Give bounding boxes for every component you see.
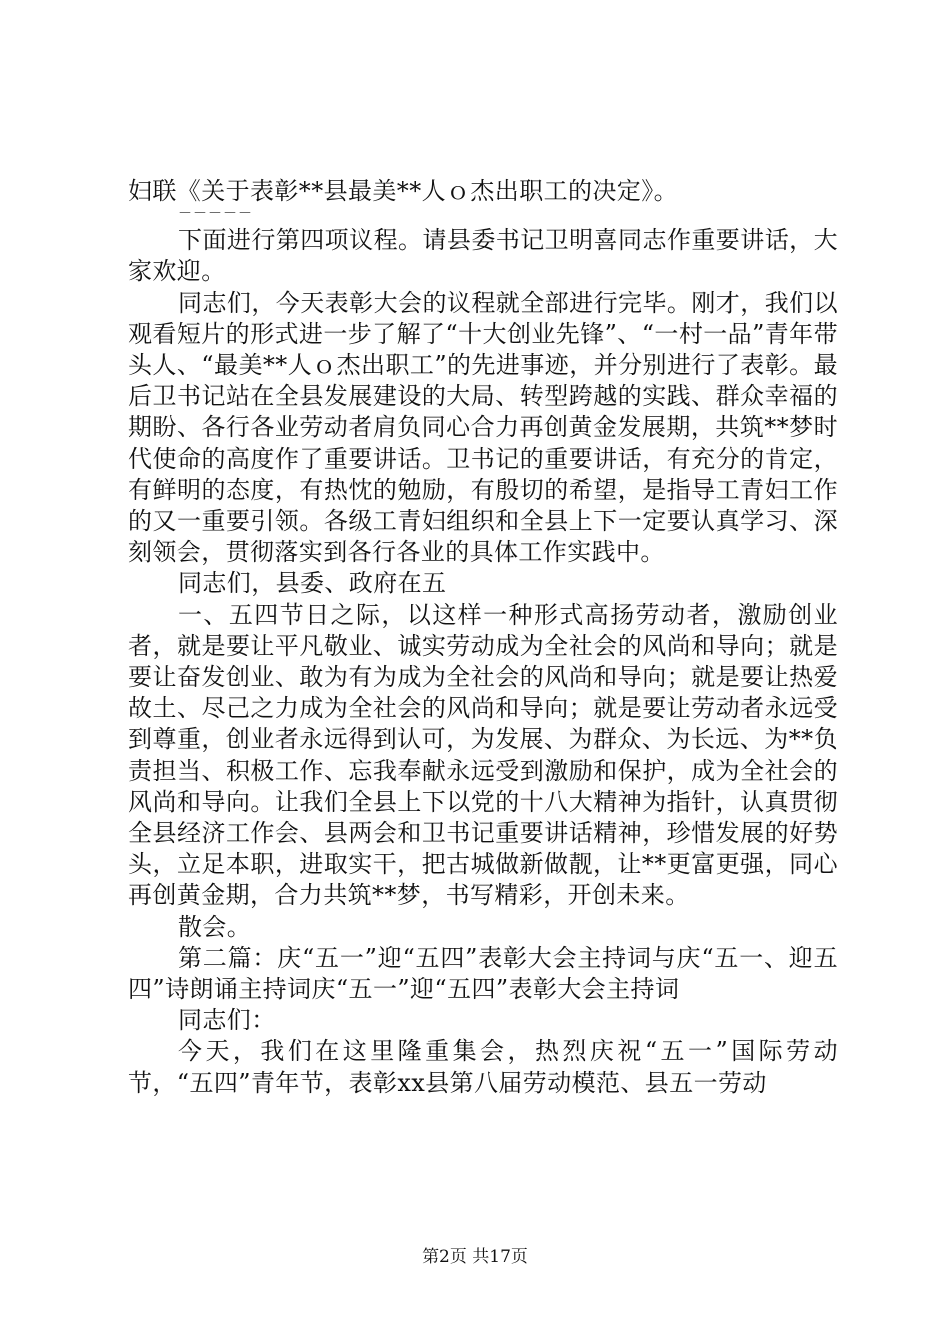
paragraph-1: 妇联《关于表彰**县最美**人ｏ杰出职工的决定》。 (128, 177, 678, 205)
paragraph-9: 今天，我们在这里隆重集会，热烈庆祝“五一”国际劳动节，“五四”青年节，表彰xx县第八届劳动模范、县五一劳动 (128, 1037, 838, 1097)
paragraph-7: 第二篇：庆“五一”迎“五四”表彰大会主持词与庆“五一、迎五四”诗朗诵主持词庆“五一”迎“五四”表彰大会主持词 (128, 943, 838, 1004)
paragraph-8: 同志们： (178, 1006, 276, 1035)
paragraph-2: 下面进行第四项议程。请县委书记卫明喜同志作重要讲话，大家欢迎。 (128, 226, 838, 286)
paragraph-6: 散会。 (178, 912, 252, 941)
paragraph-3: 同志们，今天表彰大会的议程就全部进行完毕。刚才，我们以观看短片的形式进一步了解了“十大创业先锋”、“一村一品”青年带头人、“最美**人ｏ杰出职工”的先进事迹，并分别进行了表彰。最后卫书记站在全县发展建设的大局、转型跨越的实践、群众幸福的期盼、各行各业劳动者肩负同心合力再创黄金发展期，共筑**梦时代使命的高度作了重要讲话。卫书记的重要讲话，有充分的肯定，有鲜明的态度，有热忱的勉励，有殷切的希望，是指导工青妇工作的又一重要引领。各级工青妇组织和全县上下一定要认真学习、深刻领会，贯彻落实到各行各业的具体工作实践中。 (128, 288, 838, 567)
page-footer (0, 1242, 950, 1267)
paragraph-4: 同志们，县委、政府在五 (178, 569, 447, 598)
paragraph-5: 一、五四节日之际，以这样一种形式高扬劳动者，激励创业者，就是要让平凡敬业、诚实劳动成为全社会的风尚和导向；就是要让奋发创业、敢为有为成为全社会的风尚和导向；就是要让热爱故土、尽己之力成为全社会的风尚和导向；就是要让劳动者永远受到尊重，创业者永远得到认可，为发展、为群众、为长远、为**负责担当、积极工作、忘我奉献永远受到激励和保护，成为全社会的风尚和导向。让我们全县上下以党的十八大精神为指针，认真贯彻全县经济工作会、县两会和卫书记重要讲话精神，珍惜发展的好势头，立足本职，进取实干，把古城做新做靓，让**更富更强，同心再创黄金期，合力共筑**梦，书写精彩，开创未来。 (128, 600, 838, 910)
separator-dashes: －－－－－ (178, 206, 253, 223)
page-number-label: 第2页 共17页 (422, 1247, 528, 1267)
document-body (128, 176, 838, 1099)
